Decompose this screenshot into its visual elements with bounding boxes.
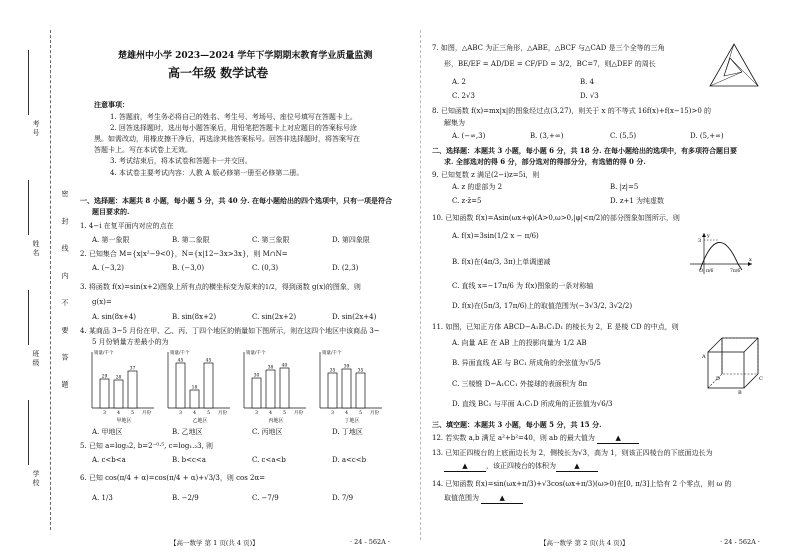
school-label: 学校 [32, 470, 40, 488]
q9-option-b[interactable]: B. |z|=5 [610, 183, 639, 191]
chart-bar [328, 373, 337, 408]
chart-ylabel: 销量/千个 [322, 351, 342, 356]
q3-stem-tail: ，得到函数 g(x)的图象，则 [274, 283, 361, 291]
chart-data-label: 45 [205, 358, 212, 364]
q9-stem: 9. 已知复数 z 满足(2−i)z=5i，则 [432, 171, 540, 179]
q9-option-a[interactable]: A. z 的虚部为 2 [452, 183, 503, 191]
q3-fraction: 1/2 [265, 284, 275, 291]
chart-bar [176, 363, 185, 408]
q1-option-c[interactable]: C. 第三象限 [252, 236, 290, 244]
cube-figure [700, 328, 764, 396]
chart-data-label: 35 [357, 368, 364, 374]
graph-origin-label: O [699, 268, 704, 274]
q8-option-c[interactable]: C. (5,5) [610, 132, 637, 140]
q8-option-b[interactable]: B. (3,+∞) [530, 132, 564, 140]
footer-page2-label: 【高一数学 第 2 页(共 4 页)】 [540, 539, 629, 547]
q8-stem-cont: 解集为 [444, 119, 465, 127]
chart-data-label: 29 [101, 374, 108, 380]
chart-data-label: 40 [281, 363, 288, 369]
q4-stem: 4. 某商品 3~5 月份在甲、乙、丙、丁四个地区的销量如下图所示，则在这四个地区中该商品 3~ [80, 327, 380, 335]
chart-bar [128, 371, 137, 408]
chart-data-label: 30 [253, 373, 260, 379]
q1-option-d[interactable]: D. 第四象限 [332, 236, 370, 244]
q13-stem-cont [444, 462, 598, 472]
graph-x-axis-label: x [749, 257, 752, 263]
q12-answer-blank[interactable]: ▲ [597, 434, 639, 444]
section2-heading: 二、选择题：本题共 3 小题，每小题 6 分，共 18 分. 在每小题给出的选项中，有多项符合题目要 [432, 146, 737, 155]
chart-tick-label: 3 [103, 411, 106, 416]
q2-option-a[interactable]: A. (−3,2) [92, 264, 124, 272]
chart-tick-label: 5 [131, 411, 134, 416]
footer-page2-code: · 24 - 562A · [720, 538, 760, 546]
school-title: 楚雄州中小学 2023—2024 学年下学期期末教育学业质量监测 [118, 51, 373, 61]
q10-stem: 10. 已知函数 f(x)=Asin(ωx+φ)(A>0,ω>0,|φ|<π/2)的部分图象如图所示，则 [432, 214, 680, 222]
q11-stem: 11. 如图，已知正方体 ABCD−A₁B₁C₁D₁ 的棱长为 2，E 是棱 CD 的中点，则 [432, 323, 679, 331]
seal-dash-line [50, 30, 51, 530]
q7-option-a[interactable]: A. 2 [452, 78, 466, 86]
chart-xlabel: 月份 [294, 411, 303, 416]
q10-option-a[interactable]: A. f(x)=3sin(1/2 x − π/6) [452, 232, 539, 240]
class-label: 班级 [32, 350, 40, 368]
chart-tick-label: 3 [255, 411, 258, 416]
chart-tick-label: 3 [179, 411, 182, 416]
chart-tick-label: 4 [193, 411, 196, 416]
q12-stem [432, 434, 639, 444]
notes-title: 注意事项： [94, 100, 129, 109]
exam-no-line [28, 50, 29, 115]
regional-sales-bar-charts [86, 348, 386, 424]
chart-tick-label: 5 [207, 411, 210, 416]
chart-data-label: 18 [191, 385, 198, 391]
q9-option-c[interactable]: C. z·z̄=5 [452, 197, 482, 205]
q3-stem-text: 3. 将函数 f(x)=sin(x+2)图象上所有点的横坐标变为原来的 [80, 283, 266, 291]
triangle-figure [706, 40, 762, 92]
note-line: 3. 考试结束后，将本试卷和答题卡一并交回。 [110, 157, 252, 165]
cube-label-a: A [702, 354, 706, 360]
chart-ylabel: 销量/千个 [170, 351, 190, 356]
q4-stem-cont: 5 月份销量方差最小的为 [92, 338, 169, 346]
q4-option-b[interactable]: B. 乙地区 [172, 428, 203, 436]
chart-data-label: 45 [177, 358, 184, 364]
cube-label-d: D [716, 376, 721, 382]
q11-option-d[interactable]: D. 直线 BC₁ 与平面 A₁C₁D 所成角的正弦值为√6/3 [452, 400, 613, 408]
chart-series-name: 丁地区 [344, 418, 360, 424]
chart-data-label: 35 [329, 368, 336, 374]
note-line: 4. 本试卷主要考试内容：人教 A 版必修第一册至必修第二册。 [110, 169, 304, 177]
q5-option-b[interactable]: B. b<c<a [172, 456, 206, 464]
chart-tick-label: 4 [117, 411, 120, 416]
seal-warning: 密 封 线 内 不 要 答 题 [61, 190, 69, 397]
q3-option-c[interactable]: C. sin(2x+2) [252, 313, 297, 321]
q13-stem: 13. 已知正四棱台的上底面边长为 2，侧棱长为√3，高为 1，则该正四棱台的下底面边长为 [432, 449, 713, 457]
section1-heading-cont: 题目要求的. [92, 207, 130, 216]
chart-tick-label: 5 [283, 411, 286, 416]
chart-ylabel: 销量/千个 [94, 351, 114, 356]
sine-graph [686, 230, 756, 276]
chart-ylabel: 销量/千个 [246, 351, 266, 356]
binding-margin [0, 0, 70, 558]
chart-bar [342, 369, 351, 408]
q6-option-b[interactable]: B. −2/9 [172, 494, 199, 502]
q7-option-b[interactable]: B. 4 [580, 78, 595, 86]
chart-bar [280, 368, 289, 408]
q6-option-d[interactable]: D. 7/9 [332, 494, 354, 502]
section3-heading: 三、填空题：本题共 3 小题，每小题 5 分，共 15 分. [432, 420, 602, 429]
chart-bar [114, 380, 123, 408]
chart-series-name: 甲地区 [116, 418, 132, 424]
q7-stem-cont: 形，BE/EF = AD/DE = CF/FD = 3/2，BC=7，则△DEF 的周长 [444, 60, 656, 68]
q6-stem: 6. 已知 cos(π/4 + α)=cos(π/4 + α)+√3/3，则 cos 2α= [80, 474, 266, 482]
q6-option-a[interactable]: A. 1/3 [92, 494, 113, 502]
q12-stem-text: 12. 若实数 a,b 满足 a²+b²=40，则 ab 的最大值为 [432, 434, 595, 442]
footer-page1-code: · 24 - 562A · [350, 538, 390, 546]
q1-option-b[interactable]: B. 第二象限 [172, 236, 210, 244]
q4-option-d[interactable]: D. 丁地区 [332, 428, 363, 436]
q10-option-c[interactable]: C. 直线 x=−17π/6 为 f(x)图象的一条对称轴 [452, 282, 594, 290]
q11-option-c[interactable]: C. 三棱锥 D−A₁CC₁ 外接球的表面积为 8π [452, 380, 588, 388]
exam-no-label: 考号 [32, 120, 40, 138]
q10-option-d[interactable]: D. f(x)在(5π/3, 17π/6)上的取值范围为(−3√3/2, 3√2/2) [452, 302, 633, 310]
q2-option-d[interactable]: D. (2,3) [332, 264, 359, 272]
q4-option-c[interactable]: C. 丙地区 [252, 428, 283, 436]
chart-xlabel: 月份 [370, 411, 379, 416]
q3-stem-cont: g(x)= [92, 298, 112, 306]
q14-stem-cont [444, 494, 523, 504]
chart-data-label: 28 [115, 375, 122, 381]
chart-bar [356, 373, 365, 408]
q5-option-d[interactable]: D. a<c<b [332, 456, 367, 464]
page-divider [420, 30, 421, 540]
q4-option-a[interactable]: A. 甲地区 [92, 428, 123, 436]
q3-option-d[interactable]: D. sin(2x+4) [332, 313, 377, 321]
q6-option-c[interactable]: C. −7/9 [252, 494, 279, 502]
note-line: 黑。如需改动，用橡皮擦干净后，再选涂其他答案标号。回答非选择题时，将答案写在 [94, 135, 360, 143]
q11-option-b[interactable]: B. 异面直线 AE 与 BC₁ 所成角的余弦值为√5/5 [452, 359, 601, 367]
chart-bar [252, 378, 261, 408]
section2-heading-cont: 求. 全部选对的得 6 分，部分选对的得部分分，有选错的得 0 分. [444, 157, 646, 166]
chart-data-label: 37 [129, 366, 136, 372]
q8-option-d[interactable]: D. (5,+∞) [690, 132, 724, 140]
cube-label-b: B [738, 390, 742, 396]
note-line: 2. 回答选择题时，选出每小题答案后，用铅笔把答题卡上对应题目的答案标号涂 [110, 124, 357, 132]
q5-stem: 5. 已知 a=log₃2, b=2⁻⁰·⁵, c=log₁.₂3, 则 [80, 442, 214, 450]
class-line [28, 290, 29, 345]
graph-x1-label: π/6 [706, 269, 714, 274]
q3-option-b[interactable]: B. sin(8x+2) [172, 313, 217, 321]
chart-tick-label: 4 [345, 411, 348, 416]
q2-option-b[interactable]: B. (−3,0) [172, 264, 205, 272]
q14-stem: 14. 已知函数 f(x)=sin(ωx+π/3)+√3cos(ωx+π/3)(ω>0)在[0, π/3]上恰有 2 个零点，则 ω 的 [432, 480, 732, 488]
chart-tick-label: 3 [331, 411, 334, 416]
chart-xlabel: 月份 [142, 411, 151, 416]
q8-stem: 8. 已知函数 f(x)=mx|x|的图象经过点(3,27)，则关于 x 的不等式 16f(x)+f(x−15)>0 的 [432, 107, 712, 115]
q14-answer-blank[interactable]: ▲ [481, 494, 523, 504]
name-label: 姓名 [32, 240, 40, 258]
chart-data-label: 38 [267, 365, 274, 371]
q14-stem-text: 取值范围为 [444, 494, 479, 502]
name-line [28, 180, 29, 235]
q9-option-d[interactable]: D. z+1 为纯虚数 [610, 197, 665, 205]
q13-answer-blank-2[interactable]: ▲ [556, 462, 598, 472]
chart-data-label: 39 [343, 364, 350, 370]
cube-label-c: C [759, 376, 763, 382]
chart-xlabel: 月份 [218, 411, 227, 416]
chart-series-name: 乙地区 [192, 418, 208, 424]
section1-heading: 一、选择题：本题共 8 小题，每小题 5 分，共 40 分. 在每小题给出的四个选项中，只有一项是符合 [80, 196, 392, 205]
q7-stem: 7. 如图，△ABC 为正三角形，△ABE，△BCF 与△CAD 是三个全等的三角 [432, 44, 665, 52]
chart-bar [204, 363, 213, 408]
q3-option-a[interactable]: A. sin(8x+4) [92, 313, 137, 321]
note-line: 答题卡上。写在本试卷上无效。 [94, 146, 192, 154]
graph-x2-label: 7π/6 [730, 269, 741, 274]
q5-option-c[interactable]: C. c<a<b [252, 456, 286, 464]
chart-series-name: 丙地区 [268, 418, 284, 424]
q5-option-a[interactable]: A. c<b<a [92, 456, 126, 464]
q3-stem [80, 283, 361, 292]
chart-tick-label: 4 [269, 411, 272, 416]
chart-tick-label: 5 [359, 411, 362, 416]
q11-option-a[interactable]: A. 向量 AE 在 AB 上的投影向量为 1/2 AB [452, 339, 587, 347]
q2-stem: 2. 已知集合 M={x|x²−9<0}，N={x|12−3x>3x}，则 M∩N= [80, 250, 288, 258]
graph-ymax-label: 3 [698, 238, 702, 244]
q1-stem: 1. 4−i 在复平面内对应的点在 [80, 222, 174, 230]
q10-option-b[interactable]: B. f(x)在(4π/3, 3π)上单调递减 [452, 258, 551, 266]
q1-option-a[interactable]: A. 第一象限 [92, 236, 130, 244]
footer-page1-label: 【高一数学 第 1 页(共 4 页)】 [170, 539, 259, 547]
graph-y-axis-label: y [707, 233, 710, 239]
school-line [28, 400, 29, 465]
note-line: 1. 答题前，考生务必将自己的姓名、考生号、考场号、座位号填写在答题卡上。 [110, 113, 357, 121]
q13-stem-mid: ，该正四棱台的体积为 [486, 462, 556, 470]
chart-bar [190, 390, 199, 408]
q7-option-c[interactable]: C. 2√3 [452, 92, 475, 100]
q7-option-d[interactable]: D. √3 [580, 92, 599, 100]
exam-title: 高一年级 数学试卷 [168, 66, 269, 80]
q2-option-c[interactable]: C. (0,3) [252, 264, 279, 272]
chart-bar [266, 370, 275, 408]
q13-answer-blank-1[interactable]: ▲ [444, 462, 486, 472]
q8-option-a[interactable]: A. (−∞,3) [452, 132, 486, 140]
chart-bar [100, 379, 109, 408]
